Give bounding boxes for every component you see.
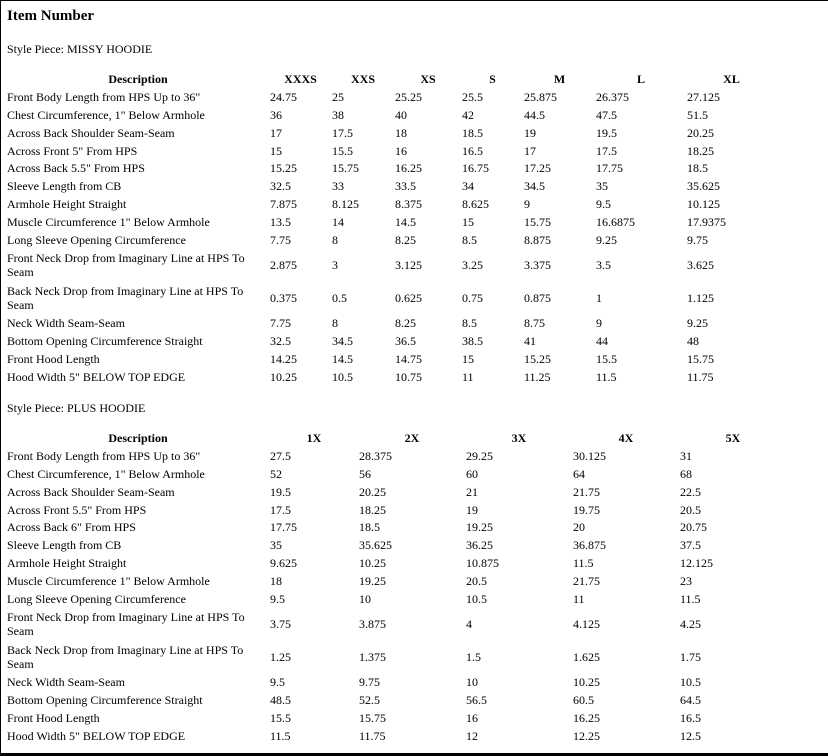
measurement-cell: 12 (466, 728, 478, 743)
measurement-cell: 12.5 (680, 728, 701, 743)
row-description: Front Neck Drop from Imaginary Line at HPS To Seam (7, 610, 245, 638)
measurement-cell: 56.5 (466, 693, 487, 708)
measurement-cell: 18.5 (359, 520, 380, 535)
measurement-cell: 0.875 (524, 291, 551, 306)
measurement-cell: 8.875 (524, 232, 551, 247)
measurement-cell: 19.25 (359, 573, 386, 588)
row-description: Neck Width Seam-Seam (7, 675, 125, 690)
measurement-cell: 11.75 (359, 728, 386, 743)
measurement-cell: 10.5 (680, 675, 701, 690)
table-row (6, 196, 776, 214)
measurement-cell: 3.75 (270, 617, 291, 632)
measurement-cell: 9.5 (270, 675, 285, 690)
plus-header-description: Description (108, 431, 168, 446)
measurement-cell: 15.75 (524, 214, 551, 229)
row-description: Across Front 5" From HPS (7, 143, 138, 158)
measurement-cell: 48.5 (270, 693, 291, 708)
measurement-cell: 8.25 (395, 232, 416, 247)
measurement-cell: 9.5 (270, 591, 285, 606)
measurement-cell: 15 (462, 214, 474, 229)
measurement-cell: 17.25 (524, 161, 551, 176)
table-row (6, 315, 776, 333)
measurement-cell: 11.5 (596, 369, 617, 384)
table-row (6, 369, 776, 387)
measurement-cell: 19 (466, 502, 478, 517)
measurement-cell: 28.375 (359, 449, 392, 464)
measurement-cell: 4 (466, 617, 472, 632)
table-row (6, 466, 786, 484)
plus-style-label: Style Piece: PLUS HOODIE (7, 401, 146, 415)
measurement-cell: 35.625 (687, 179, 720, 194)
missy-spec-table (6, 71, 776, 386)
measurement-cell: 10 (466, 675, 478, 690)
measurement-cell: 24.75 (270, 90, 297, 105)
measurement-cell: 17 (270, 125, 282, 140)
row-description: Muscle Circumference 1" Below Armhole (7, 214, 210, 229)
measurement-cell: 4.125 (573, 617, 600, 632)
row-description: Neck Width Seam-Seam (7, 316, 125, 331)
measurement-cell: 3 (332, 258, 338, 273)
measurement-cell: 42 (462, 108, 474, 123)
measurement-cell: 32.5 (270, 179, 291, 194)
measurement-cell: 7.875 (270, 197, 297, 212)
measurement-cell: 8.75 (524, 316, 545, 331)
measurement-cell: 19.75 (573, 502, 600, 517)
measurement-cell: 0.375 (270, 291, 297, 306)
measurement-cell: 1.25 (270, 650, 291, 665)
measurement-cell: 8.5 (462, 232, 477, 247)
measurement-cell: 17.75 (270, 520, 297, 535)
measurement-cell: 19 (524, 125, 536, 140)
measurement-cell: 25.875 (524, 90, 557, 105)
measurement-cell: 16.5 (462, 143, 483, 158)
measurement-cell: 9.75 (687, 232, 708, 247)
missy-style-label: Style Piece: MISSY HOODIE (7, 42, 153, 56)
measurement-cell: 9 (524, 197, 530, 212)
table-row (6, 501, 786, 519)
missy-table-body (6, 89, 776, 386)
measurement-cell: 25.25 (395, 90, 422, 105)
measurement-cell: 60 (466, 467, 478, 482)
row-description: Sleeve Length from CB (7, 179, 122, 194)
missy-header-row (6, 71, 776, 89)
measurement-cell: 38.5 (462, 334, 483, 349)
measurement-cell: 8 (332, 232, 338, 247)
measurement-cell: 34.5 (524, 179, 545, 194)
table-row (6, 590, 786, 608)
table-row (6, 710, 786, 728)
measurement-cell: 8 (332, 316, 338, 331)
measurement-cell: 16 (395, 143, 407, 158)
table-row (6, 214, 776, 232)
row-description: Across Back Shoulder Seam-Seam (7, 484, 175, 499)
measurement-cell: 10.5 (332, 369, 353, 384)
measurement-cell: 7.75 (270, 316, 291, 331)
measurement-cell: 34 (462, 179, 474, 194)
measurement-cell: 8.625 (462, 197, 489, 212)
table-row (6, 160, 776, 178)
measurement-cell: 11 (462, 369, 474, 384)
measurement-cell: 52 (270, 467, 282, 482)
table-row (6, 125, 776, 143)
row-description: Front Hood Length (7, 352, 100, 367)
row-description: Back Neck Drop from Imaginary Line at HPS To Seam (7, 284, 244, 312)
measurement-cell: 12.25 (573, 728, 600, 743)
row-description: Bottom Opening Circumference Straight (7, 334, 203, 349)
missy-header-size: XL (723, 72, 740, 87)
row-description: Across Back 5.5" From HPS (7, 161, 145, 176)
missy-header-size: XXXS (284, 72, 317, 87)
table-row (6, 674, 786, 692)
measurement-cell: 23 (680, 573, 692, 588)
measurement-cell: 25.5 (462, 90, 483, 105)
measurement-cell: 9.625 (270, 556, 297, 571)
measurement-cell: 16.75 (462, 161, 489, 176)
measurement-cell: 15.75 (359, 711, 386, 726)
measurement-cell: 2.875 (270, 258, 297, 273)
measurement-cell: 35 (596, 179, 608, 194)
measurement-cell: 0.625 (395, 291, 422, 306)
measurement-cell: 20.25 (359, 484, 386, 499)
row-description: Front Body Length from HPS Up to 36" (7, 449, 201, 464)
table-row (6, 178, 776, 196)
measurement-cell: 18 (270, 573, 282, 588)
measurement-cell: 51.5 (687, 108, 708, 123)
measurement-cell: 15 (270, 143, 282, 158)
measurement-cell: 14.5 (395, 214, 416, 229)
table-row (6, 728, 786, 746)
measurement-cell: 3.125 (395, 258, 422, 273)
measurement-cell: 48 (687, 334, 699, 349)
measurement-cell: 0.5 (332, 291, 347, 306)
table-row (6, 142, 776, 160)
measurement-cell: 8.375 (395, 197, 422, 212)
measurement-cell: 14 (332, 214, 344, 229)
measurement-cell: 21.75 (573, 484, 600, 499)
measurement-cell: 17.5 (270, 502, 291, 517)
table-row (6, 249, 776, 282)
row-description: Chest Circumference, 1" Below Armhole (7, 108, 205, 123)
measurement-cell: 29.25 (466, 449, 493, 464)
table-row (6, 608, 786, 641)
measurement-cell: 19.5 (596, 125, 617, 140)
row-description: Front Hood Length (7, 711, 100, 726)
row-description: Across Back 6" From HPS (7, 520, 136, 535)
row-description: Sleeve Length from CB (7, 538, 122, 553)
row-description: Hood Width 5" BELOW TOP EDGE (7, 728, 186, 743)
measurement-cell: 25 (332, 90, 344, 105)
measurement-cell: 56 (359, 467, 371, 482)
measurement-cell: 3.25 (462, 258, 483, 273)
measurement-cell: 15.75 (332, 161, 359, 176)
row-description: Bottom Opening Circumference Straight (7, 693, 203, 708)
measurement-cell: 19.25 (466, 520, 493, 535)
measurement-cell: 4.25 (680, 617, 701, 632)
missy-header-size: XS (420, 72, 436, 87)
row-description: Chest Circumference, 1" Below Armhole (7, 467, 205, 482)
measurement-cell: 19.5 (270, 484, 291, 499)
measurement-cell: 18.5 (462, 125, 483, 140)
measurement-cell: 17 (524, 143, 536, 158)
measurement-cell: 16 (466, 711, 478, 726)
measurement-cell: 20.25 (687, 125, 714, 140)
plus-header-size: 2X (404, 431, 420, 446)
measurement-cell: 17.75 (596, 161, 623, 176)
measurement-cell: 30.125 (573, 449, 606, 464)
measurement-cell: 36.875 (573, 538, 606, 553)
table-row (6, 484, 786, 502)
measurement-cell: 15 (462, 352, 474, 367)
measurement-cell: 11 (573, 591, 585, 606)
measurement-cell: 11.5 (573, 556, 594, 571)
measurement-cell: 1.125 (687, 291, 714, 306)
table-row (6, 573, 786, 591)
missy-header-description: Description (108, 72, 168, 87)
measurement-cell: 18.5 (687, 161, 708, 176)
measurement-cell: 60.5 (573, 693, 594, 708)
measurement-cell: 37.5 (680, 538, 701, 553)
measurement-cell: 17.9375 (687, 214, 726, 229)
table-row (6, 692, 786, 710)
measurement-cell: 10.25 (573, 675, 600, 690)
measurement-cell: 64 (573, 467, 585, 482)
measurement-cell: 41 (524, 334, 536, 349)
measurement-cell: 36 (270, 108, 282, 123)
measurement-cell: 27.125 (687, 90, 720, 105)
plus-header-size: 1X (306, 431, 322, 446)
measurement-cell: 10.25 (270, 369, 297, 384)
plus-header-size: 5X (725, 431, 741, 446)
measurement-cell: 21.75 (573, 573, 600, 588)
measurement-cell: 35 (270, 538, 282, 553)
measurement-cell: 13.5 (270, 214, 291, 229)
measurement-cell: 14.5 (332, 352, 353, 367)
plus-header-size: 3X (511, 431, 527, 446)
measurement-cell: 47.5 (596, 108, 617, 123)
table-row (6, 537, 786, 555)
measurement-cell: 34.5 (332, 334, 353, 349)
row-description: Muscle Circumference 1" Below Armhole (7, 573, 210, 588)
measurement-cell: 36.5 (395, 334, 416, 349)
measurement-cell: 10.875 (466, 556, 499, 571)
measurement-cell: 68 (680, 467, 692, 482)
measurement-cell: 15.5 (332, 143, 353, 158)
measurement-cell: 33 (332, 179, 344, 194)
row-description: Back Neck Drop from Imaginary Line at HPS To Seam (7, 643, 244, 671)
measurement-cell: 26.375 (596, 90, 629, 105)
missy-header-size: L (636, 72, 645, 87)
measurement-cell: 16.6875 (596, 214, 635, 229)
measurement-cell: 16.5 (680, 711, 701, 726)
missy-header-size: S (489, 72, 496, 87)
measurement-cell: 9 (596, 316, 602, 331)
table-row (6, 519, 786, 537)
measurement-cell: 9.25 (596, 232, 617, 247)
measurement-cell: 12.125 (680, 556, 713, 571)
measurement-cell: 14.75 (395, 352, 422, 367)
measurement-cell: 8.5 (462, 316, 477, 331)
measurement-cell: 9.75 (359, 675, 380, 690)
measurement-cell: 16.25 (573, 711, 600, 726)
measurement-cell: 20 (573, 520, 585, 535)
measurement-cell: 15.5 (596, 352, 617, 367)
row-description: Hood Width 5" BELOW TOP EDGE (7, 369, 186, 384)
measurement-cell: 20.5 (680, 502, 701, 517)
table-row (6, 282, 776, 315)
table-row (6, 231, 776, 249)
measurement-cell: 20.5 (466, 573, 487, 588)
missy-header-size: M (553, 72, 566, 87)
measurement-cell: 18.25 (359, 502, 386, 517)
measurement-cell: 33.5 (395, 179, 416, 194)
measurement-cell: 14.25 (270, 352, 297, 367)
measurement-cell: 15.25 (270, 161, 297, 176)
measurement-cell: 32.5 (270, 334, 291, 349)
row-description: Long Sleeve Opening Circumference (7, 232, 186, 247)
measurement-cell: 18 (395, 125, 407, 140)
plus-spec-table (6, 430, 786, 745)
table-row (6, 89, 776, 107)
row-description: Across Back Shoulder Seam-Seam (7, 125, 175, 140)
table-row (6, 555, 786, 573)
measurement-cell: 11.5 (270, 728, 291, 743)
measurement-cell: 44.5 (524, 108, 545, 123)
measurement-cell: 38 (332, 108, 344, 123)
measurement-cell: 36.25 (466, 538, 493, 553)
table-row (6, 333, 776, 351)
measurement-cell: 15.25 (524, 352, 551, 367)
measurement-cell: 3.625 (687, 258, 714, 273)
measurement-cell: 15.5 (270, 711, 291, 726)
measurement-cell: 31 (680, 449, 692, 464)
measurement-cell: 16.25 (395, 161, 422, 176)
measurement-cell: 1.5 (466, 650, 481, 665)
measurement-cell: 40 (395, 108, 407, 123)
table-row (6, 107, 776, 125)
measurement-cell: 9.25 (687, 316, 708, 331)
row-description: Armhole Height Straight (7, 197, 127, 212)
measurement-cell: 17.5 (596, 143, 617, 158)
measurement-cell: 10.125 (687, 197, 720, 212)
measurement-cell: 10.5 (466, 591, 487, 606)
row-description: Front Body Length from HPS Up to 36" (7, 90, 201, 105)
measurement-cell: 3.375 (524, 258, 551, 273)
measurement-cell: 44 (596, 334, 608, 349)
measurement-cell: 18.25 (687, 143, 714, 158)
measurement-cell: 27.5 (270, 449, 291, 464)
table-row (6, 351, 776, 369)
measurement-cell: 52.5 (359, 693, 380, 708)
measurement-cell: 11.5 (680, 591, 701, 606)
measurement-cell: 64.5 (680, 693, 701, 708)
measurement-cell: 3.5 (596, 258, 611, 273)
measurement-cell: 35.625 (359, 538, 392, 553)
measurement-cell: 11.25 (524, 369, 551, 384)
row-description: Across Front 5.5" From HPS (7, 502, 147, 517)
measurement-cell: 22.5 (680, 484, 701, 499)
table-row (6, 641, 786, 674)
measurement-cell: 15.75 (687, 352, 714, 367)
measurement-cell: 10.75 (395, 369, 422, 384)
measurement-cell: 17.5 (332, 125, 353, 140)
measurement-cell: 0.75 (462, 291, 483, 306)
measurement-cell: 8.25 (395, 316, 416, 331)
row-description: Front Neck Drop from Imaginary Line at HPS To Seam (7, 251, 245, 279)
measurement-cell: 1 (596, 291, 602, 306)
missy-header-size: XXS (350, 72, 375, 87)
measurement-cell: 10.25 (359, 556, 386, 571)
measurement-cell: 10 (359, 591, 371, 606)
plus-header-row (6, 430, 786, 448)
measurement-cell: 8.125 (332, 197, 359, 212)
measurement-cell: 11.75 (687, 369, 714, 384)
measurement-cell: 7.75 (270, 232, 291, 247)
measurement-cell: 9.5 (596, 197, 611, 212)
row-description: Long Sleeve Opening Circumference (7, 591, 186, 606)
measurement-cell: 20.75 (680, 520, 707, 535)
plus-table-body (6, 448, 786, 745)
row-description: Armhole Height Straight (7, 556, 127, 571)
measurement-cell: 21 (466, 484, 478, 499)
measurement-cell: 3.875 (359, 617, 386, 632)
measurement-cell: 1.375 (359, 650, 386, 665)
plus-header-size: 4X (618, 431, 634, 446)
measurement-cell: 1.625 (573, 650, 600, 665)
measurement-cell: 1.75 (680, 650, 701, 665)
table-row (6, 448, 786, 466)
page-title: Item Number (7, 8, 95, 24)
